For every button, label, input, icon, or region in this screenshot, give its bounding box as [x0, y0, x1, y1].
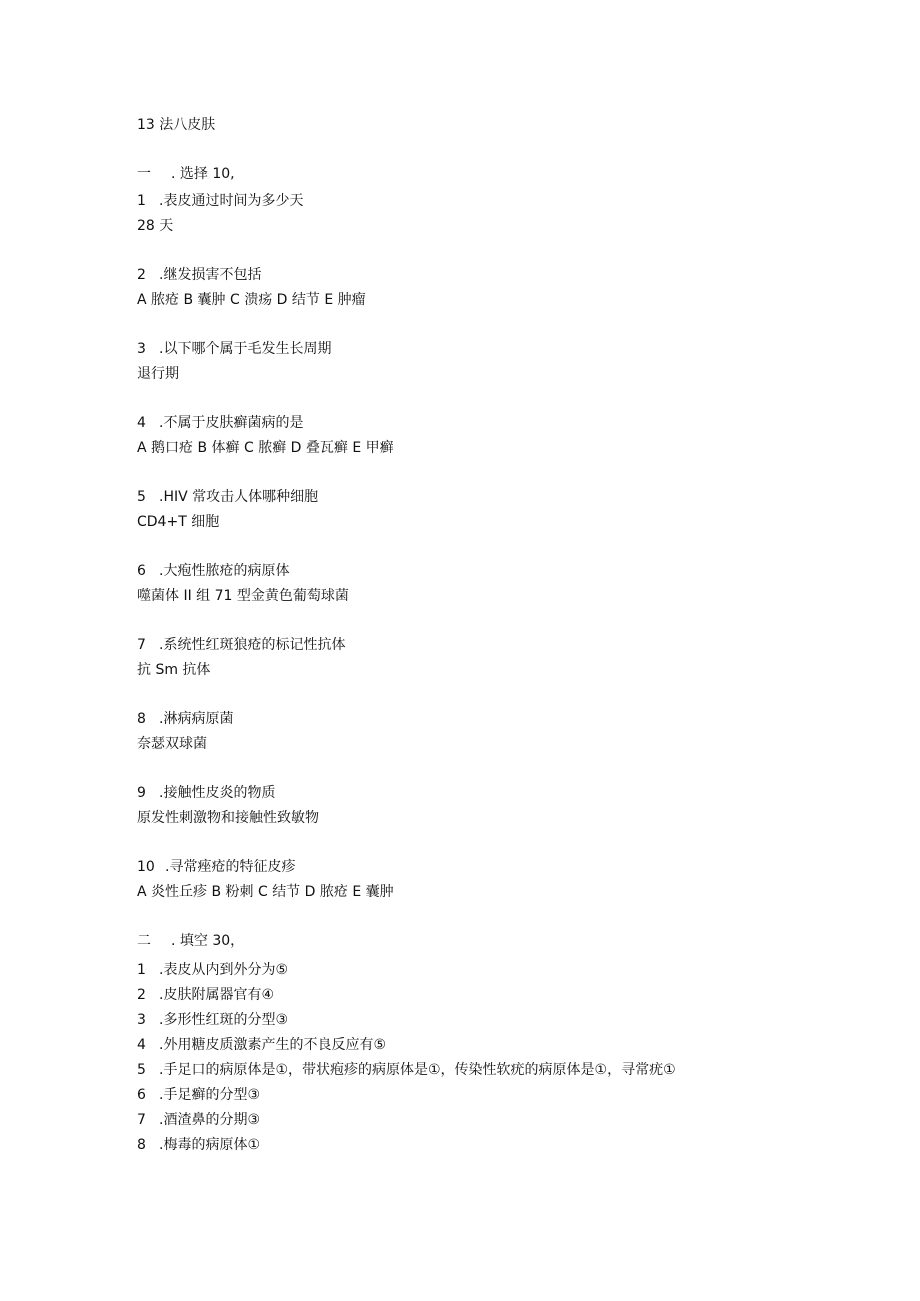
item-number: 4	[137, 1037, 146, 1053]
section-1-title: . 选择 10,	[171, 166, 235, 182]
question-number: 6	[137, 563, 146, 579]
section-2-heading	[137, 932, 244, 950]
item-number: 5	[137, 1062, 146, 1078]
question-text: .大疱性脓疮的病原体	[159, 563, 290, 579]
item-text: .外用糖皮质激素产生的不良反应有⑤	[159, 1037, 387, 1053]
question-number: 1	[137, 193, 146, 209]
item-text: .梅毒的病原体①	[159, 1137, 261, 1153]
answer-3: 退行期	[137, 366, 179, 382]
question-6	[137, 562, 289, 580]
question-text: .继发损害不包括	[159, 267, 262, 283]
question-7	[137, 636, 345, 654]
question-text: .HIV 常攻击人体哪种细胞	[159, 489, 319, 505]
fill-item-2	[137, 986, 274, 1004]
question-10	[137, 858, 295, 876]
question-text: .表皮通过时间为多少天	[159, 193, 304, 209]
item-text: .表皮从内到外分为⑤	[159, 962, 289, 978]
answer-1: 28 天	[137, 218, 174, 234]
section-1-heading	[137, 165, 235, 183]
item-text: .手足口的病原体是①，带状疱疹的病原体是①，传染性软疣的病原体是①，寻常疣①	[159, 1062, 676, 1078]
item-text: .手足癣的分型③	[159, 1087, 261, 1103]
section-2-title: . 填空 30，	[171, 933, 245, 949]
question-number: 5	[137, 489, 146, 505]
item-number: 1	[137, 962, 146, 978]
item-number: 2	[137, 987, 146, 1003]
question-text: .寻常痤疮的特征皮疹	[165, 859, 296, 875]
item-text: .皮肤附属器官有④	[159, 987, 275, 1003]
section-1-number: 一	[137, 166, 151, 182]
fill-item-8	[137, 1136, 260, 1154]
answer-9: 原发性刺激物和接触性致敏物	[137, 810, 319, 826]
item-number: 7	[137, 1112, 146, 1128]
question-text: .系统性红斑狼疮的标记性抗体	[159, 637, 346, 653]
item-text: .酒渣鼻的分期③	[159, 1112, 261, 1128]
answer-7: 抗 Sm 抗体	[137, 662, 211, 678]
question-3	[137, 340, 331, 358]
item-text: .多形性红斑的分型③	[159, 1012, 289, 1028]
fill-item-3	[137, 1011, 288, 1029]
question-text: .接触性皮炎的物质	[159, 785, 276, 801]
section-2-number: 二	[137, 933, 151, 949]
fill-item-6	[137, 1086, 260, 1104]
answer-2: A 脓疮 B 囊肿 C 溃疡 D 结节 E 肿瘤	[137, 292, 366, 308]
question-number: 8	[137, 711, 146, 727]
fill-item-7	[137, 1111, 260, 1129]
fill-item-1	[137, 961, 288, 979]
question-9	[137, 784, 275, 802]
answer-8: 奈瑟双球菌	[137, 736, 207, 752]
question-text: .淋病病原菌	[159, 711, 234, 727]
item-number: 8	[137, 1137, 146, 1153]
question-number: 9	[137, 785, 146, 801]
item-number: 3	[137, 1012, 146, 1028]
fill-item-4	[137, 1036, 386, 1054]
question-2	[137, 266, 261, 284]
answer-4: A 鹅口疮 B 体癣 C 脓癣 D 叠瓦癣 E 甲癣	[137, 440, 394, 456]
document-title: 13 法八皮肤	[137, 117, 216, 133]
question-text: .不属于皮肤癣菌病的是	[159, 415, 304, 431]
question-1	[137, 192, 303, 210]
question-5	[137, 488, 318, 506]
question-number: 3	[137, 341, 146, 357]
question-number: 10	[137, 859, 155, 875]
question-number: 4	[137, 415, 146, 431]
question-number: 7	[137, 637, 146, 653]
answer-10: A 炎性丘疹 B 粉刺 C 结节 D 脓疮 E 囊肿	[137, 884, 394, 900]
question-number: 2	[137, 267, 146, 283]
item-number: 6	[137, 1087, 146, 1103]
question-text: .以下哪个属于毛发生长周期	[159, 341, 332, 357]
fill-item-5	[137, 1061, 676, 1079]
answer-5: CD4+T 细胞	[137, 514, 220, 530]
question-4	[137, 414, 303, 432]
answer-6: 噬菌体 II 组 71 型金黄色葡萄球菌	[137, 588, 349, 604]
question-8	[137, 710, 233, 728]
